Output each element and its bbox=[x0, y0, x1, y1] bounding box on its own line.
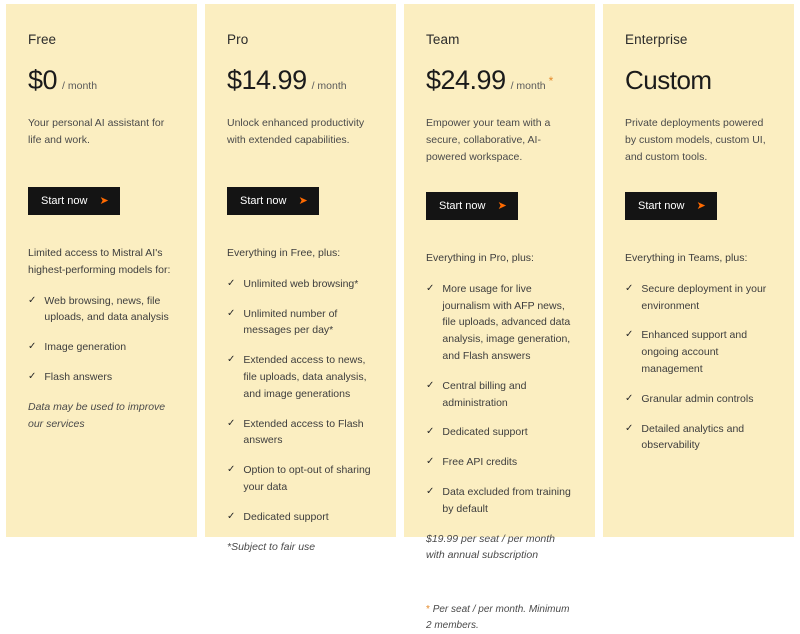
plan-name: Team bbox=[426, 32, 460, 47]
list-item bbox=[227, 416, 374, 450]
check-icon: ✓ bbox=[227, 464, 236, 476]
feature-label: Free API credits bbox=[442, 456, 518, 469]
feature-label: Data excluded from training by default bbox=[442, 485, 571, 515]
feature-label: Unlimited web browsing* bbox=[243, 277, 359, 290]
plan-name: Pro bbox=[227, 32, 249, 47]
list-item bbox=[625, 421, 772, 455]
check-icon: ✓ bbox=[227, 354, 236, 366]
plan-price: $0 bbox=[28, 65, 58, 95]
features-heading: Limited access to Mistral AI's highest-performing models for: bbox=[28, 247, 171, 276]
plan-card-enterprise bbox=[603, 4, 794, 537]
list-item bbox=[625, 391, 772, 408]
plan-price-period: / month bbox=[510, 80, 546, 92]
feature-label: Secure deployment in your environment bbox=[641, 282, 767, 312]
check-icon: ✓ bbox=[426, 485, 435, 497]
feature-label: Unlimited number of messages per day* bbox=[243, 307, 338, 337]
check-icon: ✓ bbox=[227, 307, 236, 319]
plan-card-pro bbox=[205, 4, 396, 553]
list-item bbox=[28, 339, 175, 356]
features-heading: Everything in Free, plus: bbox=[227, 247, 341, 259]
plan-note: Data may be used to improve our services bbox=[28, 400, 166, 430]
check-icon: ✓ bbox=[426, 426, 435, 438]
plan-price: $24.99 bbox=[426, 65, 506, 95]
plan-card-team bbox=[404, 4, 595, 632]
plan-price-row bbox=[426, 65, 573, 97]
arrow-right-icon: ➤ bbox=[99, 194, 109, 207]
plan-price: $14.99 bbox=[227, 65, 307, 95]
plan-name: Enterprise bbox=[625, 32, 688, 47]
feature-label: Dedicated support bbox=[442, 426, 528, 439]
list-item bbox=[28, 369, 175, 386]
check-icon: ✓ bbox=[426, 456, 435, 468]
feature-label: Image generation bbox=[44, 341, 127, 354]
features-list bbox=[28, 293, 175, 386]
list-item bbox=[227, 509, 374, 526]
plan-footnote bbox=[426, 602, 573, 634]
feature-label: Granular admin controls bbox=[641, 392, 754, 405]
asterisk-icon: * bbox=[426, 604, 430, 616]
plan-price-row bbox=[227, 65, 374, 97]
feature-label: Web browsing, news, file uploads, and data analysis bbox=[44, 294, 169, 324]
check-icon: ✓ bbox=[625, 329, 634, 341]
list-item bbox=[227, 352, 374, 402]
check-icon: ✓ bbox=[227, 510, 236, 522]
check-icon: ✓ bbox=[28, 294, 37, 306]
plan-note: $19.99 per seat / per month with annual subscription bbox=[426, 532, 555, 562]
start-now-label: Start now bbox=[638, 200, 685, 212]
plan-price-period: / month bbox=[311, 80, 347, 92]
arrow-right-icon: ➤ bbox=[696, 199, 706, 212]
features-list bbox=[625, 281, 772, 454]
plan-description: Your personal AI assistant for life and work. bbox=[28, 117, 165, 146]
feature-label: Detailed analytics and observability bbox=[641, 422, 745, 452]
start-now-button[interactable] bbox=[426, 192, 518, 220]
list-item bbox=[28, 293, 175, 327]
plan-price-row bbox=[625, 65, 772, 97]
plan-footnote-label: Per seat / per month. Minimum 2 members. bbox=[426, 604, 570, 632]
check-icon: ✓ bbox=[426, 282, 435, 294]
plan-description: Empower your team with a secure, collaborative, AI-powered workspace. bbox=[426, 117, 551, 163]
check-icon: ✓ bbox=[625, 282, 634, 294]
list-item bbox=[426, 424, 573, 441]
start-now-button[interactable] bbox=[227, 187, 319, 215]
feature-label: Extended access to Flash answers bbox=[243, 417, 364, 447]
features-list bbox=[227, 276, 374, 526]
check-icon: ✓ bbox=[227, 277, 236, 289]
list-item bbox=[227, 462, 374, 496]
plan-price-row bbox=[28, 65, 175, 97]
check-icon: ✓ bbox=[625, 392, 634, 404]
arrow-right-icon: ➤ bbox=[497, 199, 507, 212]
list-item bbox=[625, 281, 772, 315]
list-item bbox=[625, 327, 772, 377]
list-item bbox=[227, 306, 374, 340]
plan-description: Unlock enhanced productivity with extended capabilities. bbox=[227, 117, 365, 146]
features-list bbox=[426, 281, 573, 518]
arrow-right-icon: ➤ bbox=[298, 194, 308, 207]
list-item bbox=[426, 378, 573, 412]
feature-label: Extended access to news, file uploads, data analysis, and image generations bbox=[243, 354, 367, 400]
feature-label: Option to opt-out of sharing your data bbox=[243, 464, 371, 493]
start-now-label: Start now bbox=[240, 195, 287, 207]
plan-price-period: / month bbox=[62, 80, 98, 92]
feature-label: Enhanced support and ongoing account management bbox=[641, 329, 748, 375]
feature-label: More usage for live journalism with AFP news, file uploads, advanced data analysis, image generation, and Flash answers bbox=[442, 282, 571, 362]
list-item bbox=[227, 276, 374, 293]
feature-label: Central billing and administration bbox=[442, 379, 527, 409]
price-asterisk: * bbox=[548, 74, 554, 88]
plan-card-free bbox=[6, 4, 197, 537]
start-now-button[interactable] bbox=[28, 187, 120, 215]
plan-name: Free bbox=[28, 32, 57, 47]
feature-label: Dedicated support bbox=[243, 510, 329, 523]
plan-price: Custom bbox=[625, 65, 712, 95]
check-icon: ✓ bbox=[625, 422, 634, 434]
list-item bbox=[426, 454, 573, 471]
feature-label: Flash answers bbox=[44, 370, 113, 383]
start-now-button[interactable] bbox=[625, 192, 717, 220]
check-icon: ✓ bbox=[426, 379, 435, 391]
features-heading: Everything in Pro, plus: bbox=[426, 252, 534, 264]
list-item bbox=[426, 484, 573, 518]
plan-description: Private deployments powered by custom models, custom UI, and custom tools. bbox=[625, 117, 766, 163]
list-item bbox=[426, 281, 573, 365]
features-heading: Everything in Teams, plus: bbox=[625, 252, 748, 264]
check-icon: ✓ bbox=[28, 370, 37, 382]
check-icon: ✓ bbox=[227, 417, 236, 429]
check-icon: ✓ bbox=[28, 341, 37, 353]
start-now-label: Start now bbox=[439, 200, 486, 212]
start-now-label: Start now bbox=[41, 195, 88, 207]
plan-note: *Subject to fair use bbox=[227, 540, 316, 553]
